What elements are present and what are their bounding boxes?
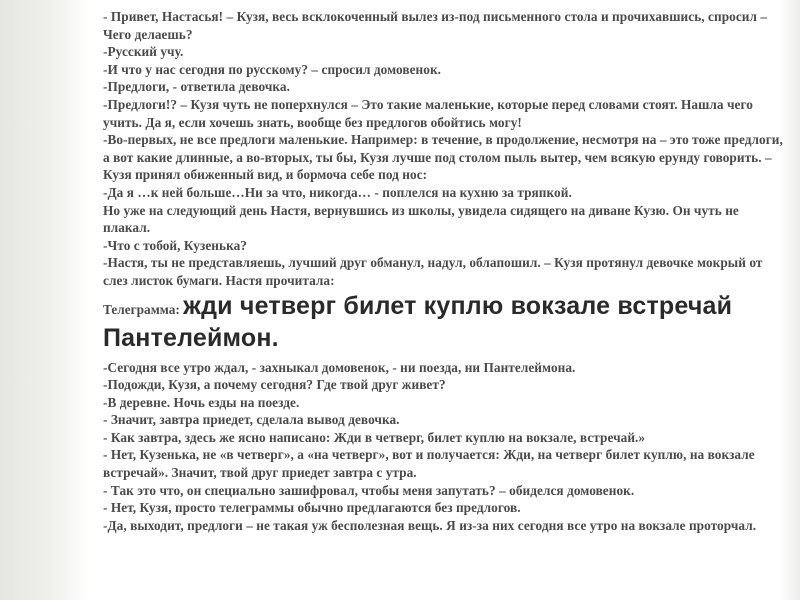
story-paragraph: -Настя, ты не представляешь, лучший друг обманул, надул, облапошил. – Кузя протянул девочке мокрый от слез листок бумаги. Настя прочитала: [103,255,763,288]
story-paragraph: -Сегодня все утро ждал, - захныкал домовенок, - ни поезда, ни Пантелеймона. [103,359,576,375]
story-paragraph: -Предлоги, - ответила девочка. [103,79,290,95]
story-paragraph: -Подожди, Кузя, а почему сегодня? Где твой друг живет? [103,377,446,393]
story-paragraph: -Да, выходит, предлоги – не такая уж бесполезная вещь. Я из-за них сегодня все утро на вокзале проторчал. [103,517,757,533]
story-paragraph: - Так это что, он специально зашифровал, чтобы меня запутать? – обиделся домовенок. [103,482,635,498]
story-paragraph: -Что с тобой, Кузенька? [103,237,247,253]
story-paragraph: -Русский учу. [103,44,184,60]
telegram-label: Телеграмма: [103,301,184,317]
story-paragraph: - Значит, завтра приедет, сделала вывод девочка. [103,412,400,428]
telegram-message: жди четверг билет куплю вокзале встречай Пантелеймон. [103,291,733,352]
story-paragraph: - Привет, Настасья! – Кузя, весь всклокоченный вылез из-под письменного стола и прочихавшись, спросил – Чего делаешь? [103,9,768,42]
story-paragraph: -Предлоги!? – Кузя чуть не поперхнулся – Это такие маленькие, которые перед словами стоят. Нашла чего учить. Да я, если хочешь знать, вообще без предлогов обойтись могу! [103,96,753,130]
story-paragraph: - Нет, Кузенька, не «в четверг», а «на четверг», вот и получается: Жди, на четверг билет куплю, на вокзале встречай». Значит, твой друг приедет завтра с утра. [103,447,755,481]
story-paragraph: -Во-первых, не все предлоги маленькие. Например: в течение, в продолжение, несмотря на – это тоже предлоги, а вот какие длинные, а во-вторых, ты бы, Кузя лучше под столом пыль вытер, чем всякую ерунду говорить. –Кузя принял обиженный вид, и бормоча себе под нос: [103,132,783,183]
story-paragraph: Но уже на следующий день Настя, вернувшись из школы, увидела сидящего на диване Кузю. Он чуть не плакал. [103,202,739,236]
story-paragraph: -Да я …к ней больше…Ни за что, никогда… - поплелся на кухню за тряпкой. [103,184,572,200]
story-text-frame [103,8,789,534]
story-paragraph: - Как завтра, здесь же ясно написано: Жди в четверг, билет куплю на вокзале, встречай.» [103,429,646,445]
story-paragraph: -И что у нас сегодня по русскому? – спросил домовенок. [103,61,442,77]
decorative-left-band [0,0,90,600]
story-paragraph: - Нет, Кузя, просто телеграммы обычно предлагаются без предлогов. [103,500,521,516]
story-paragraph: -В деревне. Ночь езды на поезде. [103,394,300,410]
telegram-block [103,292,789,353]
